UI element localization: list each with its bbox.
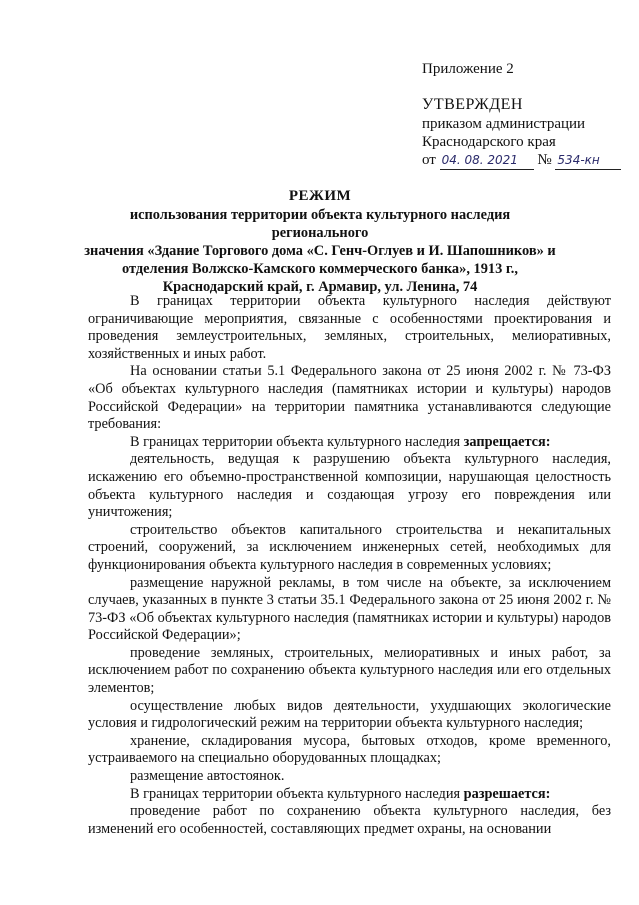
- paragraph-allowed-heading: В границах территории объекта культурного наследия разрешается:: [130, 785, 551, 802]
- paragraph-prohibited-heading: В границах территории объекта культурного наследия запрещается:: [130, 433, 551, 450]
- document-title: РЕЖИМ: [288, 188, 352, 204]
- date-prefix: от: [422, 152, 436, 168]
- appendix-label: Приложение 2: [422, 61, 514, 77]
- allowed-keyword: разрешается:: [463, 785, 551, 802]
- subtitle-line: отделения Волжско-Камского коммерческого банка», 1913 г.,: [121, 261, 519, 277]
- document-body: [88, 293, 611, 838]
- approval-stamp: [422, 60, 632, 170]
- paragraph: хранение, складирования мусора, бытовых отходов, кроме временного, устраиваемого на специально оборудованных площадках;: [88, 732, 611, 767]
- subtitle-line: значения «Здание Торгового дома «С. Генч-Оглуев и И. Шапошников» и: [84, 243, 556, 259]
- paragraph: деятельность, ведущая к разрушению объекта культурного наследия, искажению его объемно-пространственной композиции, нарушающая целостность объекта культурного наследия и создающая угрозу его повреждения или уничтожения;: [88, 451, 611, 521]
- paragraph: проведение земляных, строительных, мелиоративных и иных работ, за исключением работ по сохранению объекта культурного наследия или его отдельных элементов;: [88, 644, 611, 697]
- approved-by-order: приказом администрации: [422, 116, 586, 132]
- paragraph: В границах территории объекта культурного наследия действуют ограничивающие мероприятия, связанные с особенностями проектирования и проведения землеустроительных, земляных, строительных, мелиоративных, хозяйственных и иных работ.: [88, 293, 611, 362]
- paragraph: размещение наружной рекламы, в том числе на объекте, за исключением случаев, указанных в пункте 3 статьи 35.1 Федерального закона от 25 июня 2002 г. № 73-ФЗ «Об объектах культурного наследия (памятниках истории и культуры) народов Российской Федерации»;: [88, 574, 611, 644]
- handwritten-number: 534-кн: [555, 151, 621, 170]
- number-prefix: №: [537, 152, 552, 168]
- paragraph: На основании статьи 5.1 Федерального закона от 25 июня 2002 г. № 73-ФЗ «Об объектах культурного наследия (памятниках истории и культуры) народов Российской Федерации» на территории памятника устанавливаются следующие требования:: [88, 363, 611, 433]
- paragraph: строительство объектов капитального строительства и некапитальных строений, сооружений, за исключением инженерных сетей, необходимых для функционирования объекта культурного наследия в современных условиях;: [88, 521, 611, 573]
- approved-region: Краснодарского края: [422, 134, 556, 150]
- subtitle-line: Краснодарский край, г. Армавир, ул. Ленина, 74: [162, 279, 478, 295]
- subtitle-line: использования территории объекта культурного наследия регионального: [129, 207, 511, 241]
- paragraph: проведение работ по сохранению объекта культурного наследия, без изменений его особенностей, составляющих предмет охраны, на основании: [88, 803, 611, 837]
- approved-label: УТВЕРЖДЕН: [422, 96, 523, 113]
- document-heading: [80, 186, 560, 296]
- handwritten-date: 04. 08. 2021: [440, 151, 534, 170]
- paragraph: осуществление любых видов деятельности, ухудшающих экологические условия и гидрологический режим на территории объекта культурного наследия;: [88, 697, 611, 732]
- paragraph: размещение автостоянок.: [130, 768, 285, 785]
- prohibited-keyword: запрещается:: [463, 433, 551, 450]
- approval-date-number: [422, 151, 632, 170]
